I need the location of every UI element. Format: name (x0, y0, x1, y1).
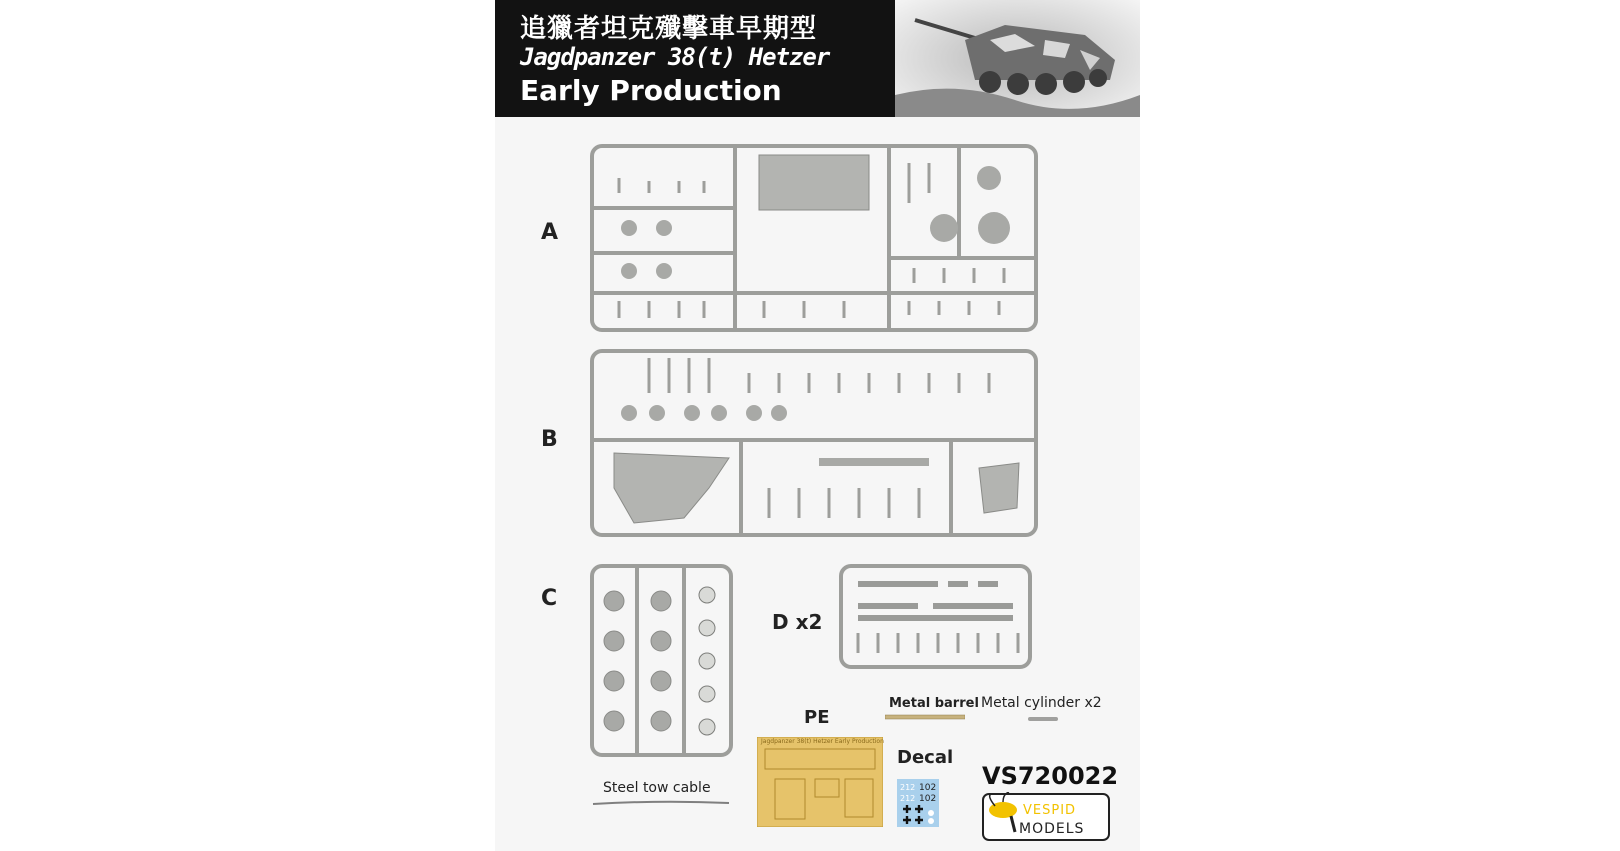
title-english: Jagdpanzer 38(t) Hetzer (520, 43, 830, 71)
decal-number-2: 102 (919, 783, 937, 793)
metal-cylinder (1028, 716, 1058, 722)
decal-number-4: 102 (919, 794, 937, 804)
metal-barrel (885, 714, 965, 720)
sprue-label-a: A (541, 220, 559, 245)
sprue-a (589, 143, 1039, 333)
tow-cable (591, 798, 731, 808)
logo-sub: MODELS (1019, 821, 1085, 837)
decal-number-3: 212 (900, 794, 916, 803)
sprue-c (589, 563, 734, 758)
decal-number-1: 212 (900, 783, 916, 792)
title-chinese: 追獵者坦克殲擊車早期型 (520, 14, 818, 44)
product-code: VS720022 (982, 762, 1119, 790)
decal-label: Decal (897, 747, 954, 768)
sprue-label-b: B (541, 427, 558, 452)
pe-fret-caption: Jagdpanzer 38(t) Hetzer Early Production (761, 738, 884, 745)
sprue-b (589, 348, 1039, 538)
tank-photo (895, 0, 1140, 117)
pe-label: PE (804, 707, 830, 728)
sprue-label-c: C (541, 586, 558, 611)
tow-cable-label: Steel tow cable (603, 780, 711, 796)
metal-cylinder-label: Metal cylinder x2 (981, 695, 1102, 711)
sprue-label-d: D x2 (772, 610, 823, 634)
vespid-logo (981, 792, 1111, 842)
pe-fret (757, 737, 883, 827)
logo-brand: VESPID (1023, 803, 1077, 818)
metal-barrel-label: Metal barrel (889, 696, 979, 711)
decal-sheet (897, 779, 939, 827)
title-subtitle: Early Production (520, 74, 782, 107)
sprue-d (838, 563, 1033, 670)
